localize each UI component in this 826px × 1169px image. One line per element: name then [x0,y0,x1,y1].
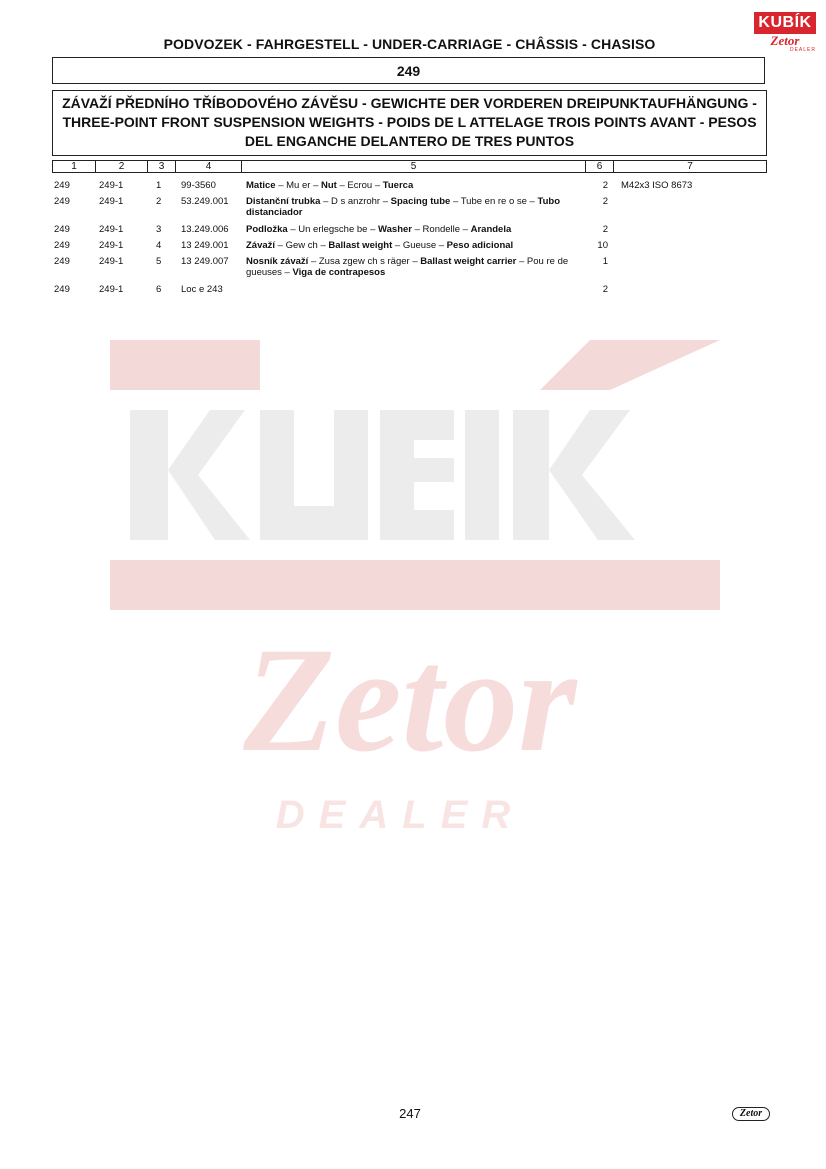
cell-subgroup: 249-1 [99,240,124,251]
column-header-2: 2 [96,161,148,172]
logo-zetor-text: Zetor [770,33,800,48]
watermark-kubik-shape [110,340,720,610]
column-header-1: 1 [53,161,96,172]
cell-description: Podložka – Un erlegsche be – Washer – Rondelle – Arandela [246,224,512,235]
cell-group: 249 [54,224,70,235]
cell-description: Závaží – Gew ch – Ballast weight – Gueuse – Peso adicional [246,240,514,251]
cell-group: 249 [54,196,70,207]
cell-description: Matice – Mu er – Nut – Ecrou – Tuerca [246,180,414,191]
cell-description: Distanční trubka – D s anzrohr – Spacing tube – Tube en re o se – Tubo distanciador [246,196,560,218]
footer-zetor-logo: Zetor [732,1107,770,1121]
column-header-5: 5 [242,161,586,172]
column-header-3: 3 [148,161,176,172]
cell-part-number: 13.249.006 [181,224,229,235]
page-header-title: PODVOZEK - FAHRGESTELL - UNDER-CARRIAGE - CHÂSSIS - CHASISO [163,36,656,52]
cell-subgroup: 249-1 [99,180,124,191]
cell-position: 1 [156,180,162,191]
watermark-zetor-text: Zetor [243,617,577,783]
cell-group: 249 [54,256,70,267]
cell-subgroup: 249-1 [99,224,124,235]
cell-group: 249 [54,180,70,191]
cell-position: 4 [156,240,162,251]
cell-description: Nosník závaží – Zusa zgew ch s räger – Ballast weight carrier – Pou re de gueuses – Viga de contrapesos [246,256,569,278]
cell-position: 3 [156,224,162,235]
cell-quantity: 1 [602,256,608,267]
cell-quantity: 2 [602,224,608,235]
cell-part-number: 99-3560 [181,180,216,191]
watermark-kubik-letters [130,410,635,540]
cell-position: 2 [156,196,162,207]
section-title-line: THREE-POINT FRONT SUSPENSION WEIGHTS - POIDS DE L ATTELAGE TROIS POINTS AVANT - PESOS [62,114,757,130]
cell-part-number: Loc e 243 [181,284,223,295]
cell-position: 5 [156,256,162,267]
cell-group: 249 [54,284,70,295]
cell-quantity: 2 [602,284,608,295]
cell-subgroup: 249-1 [99,284,124,295]
cell-quantity: 2 [602,196,608,207]
kubik-zetor-logo [754,12,816,52]
cell-subgroup: 249-1 [99,196,124,207]
section-title [52,90,767,156]
column-header-6: 6 [586,161,614,172]
cell-group: 249 [54,240,70,251]
cell-part-number: 13 249.007 [181,256,229,267]
section-title-line: DEL ENGANCHE DELANTERO DE TRES PUNTOS [244,133,575,149]
table-column-header [52,160,767,173]
cell-quantity: 10 [597,240,608,251]
logo-kubik-text: KUBÍK [754,12,816,34]
page-number: 247 [399,1106,421,1121]
cell-quantity: 2 [602,180,608,191]
section-number: 249 [52,57,765,84]
watermark-dealer-text: DEALER [275,793,525,837]
logo-dealer-text: DEALER [789,47,816,53]
cell-part-number: 53.249.001 [181,196,229,207]
watermark-logo [110,340,720,840]
cell-part-number: 13 249.001 [181,240,229,251]
cell-position: 6 [156,284,162,295]
column-header-7: 7 [687,161,693,172]
column-header-4: 4 [176,161,242,172]
section-title-line: ZÁVAŽÍ PŘEDNÍHO TŘÍBODOVÉHO ZÁVĚSU - GEWICHTE DER VORDEREN DREIPUNKTAUFHÄNGUNG - [62,95,757,111]
cell-note: M42x3 ISO 8673 [621,180,693,191]
cell-subgroup: 249-1 [99,256,124,267]
